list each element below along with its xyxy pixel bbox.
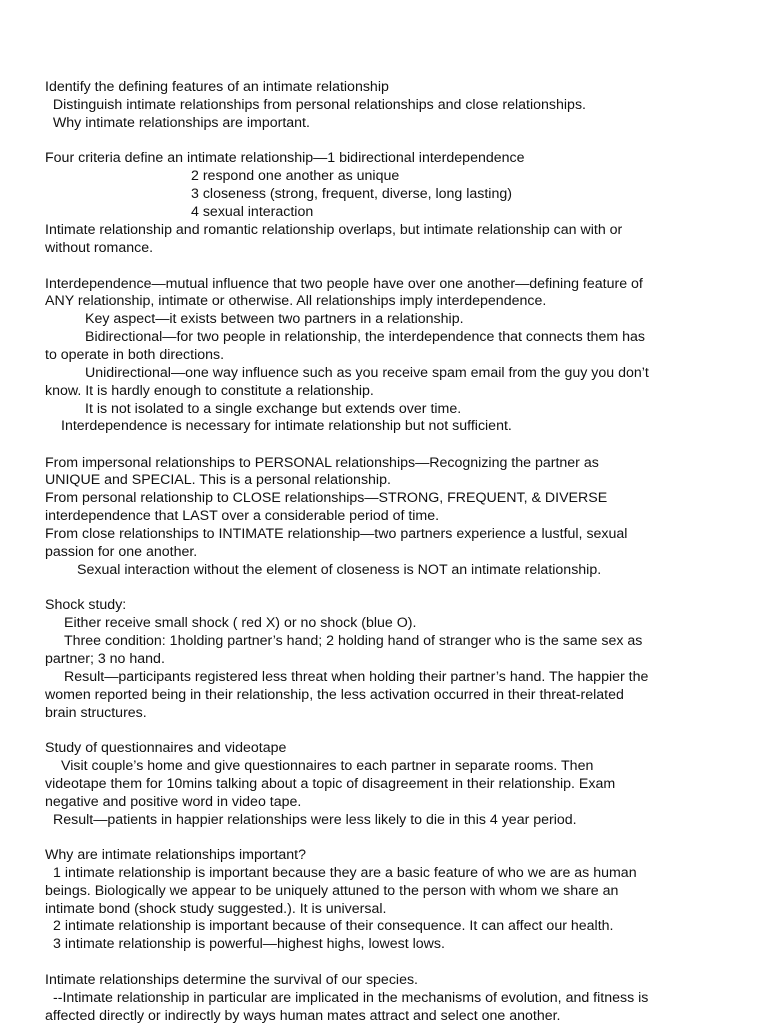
text-line: to operate in both directions. bbox=[45, 347, 225, 363]
text-line: intimate bond (shock study suggested.). It is universal. bbox=[45, 901, 387, 917]
text-line: 2 respond one another as unique bbox=[191, 168, 400, 184]
text-line: Four criteria define an intimate relationship—1 bidirectional interdependence bbox=[45, 150, 525, 166]
text-line: 3 intimate relationship is powerful—highest highs, lowest lows. bbox=[53, 936, 445, 952]
text-line: Distinguish intimate relationships from personal relationships and close relationships. bbox=[45, 97, 586, 113]
text-line: From impersonal relationships to PERSONAL relationships—Recognizing the partner as bbox=[45, 455, 599, 471]
text-line: Interdependence is necessary for intimate relationship but not sufficient. bbox=[61, 418, 512, 434]
text-line: Unidirectional—one way influence such as you receive spam email from the guy you don’t bbox=[85, 365, 649, 381]
text-line: UNIQUE and SPECIAL. This is a personal relationship. bbox=[45, 472, 391, 488]
text-line: brain structures. bbox=[45, 705, 147, 721]
text-line: Result—participants registered less threat when holding their partner’s hand. The happier the bbox=[64, 669, 649, 685]
text-line: 1 intimate relationship is important because they are a basic feature of who we are as human bbox=[53, 865, 637, 881]
text-line: Shock study: bbox=[45, 597, 127, 613]
text-line: Sexual interaction without the element of closeness is NOT an intimate relationship. bbox=[77, 562, 602, 578]
text-line: Three condition: 1holding partner’s hand; 2 holding hand of stranger who is the same sex as bbox=[64, 633, 643, 649]
text-line: Result—patients in happier relationships were less likely to die in this 4 year period. bbox=[53, 812, 577, 828]
text-line: affected directly or indirectly by ways human mates attract and select one another. bbox=[45, 1008, 561, 1024]
text-line: beings. Biologically we appear to be uniquely attuned to the person with whom we share an bbox=[45, 883, 619, 899]
text-line: partner; 3 no hand. bbox=[45, 651, 165, 667]
text-line: videotape them for 10mins talking about a topic of disagreement in their relationship. Exam bbox=[45, 776, 616, 792]
text-line: women reported being in their relationship, the less activation occurred in their threat-related bbox=[45, 687, 624, 703]
text-line: From personal relationship to CLOSE relationships—STRONG, FREQUENT, & DIVERSE bbox=[45, 490, 608, 506]
text-line: Study of questionnaires and videotape bbox=[45, 740, 287, 756]
text-line: It is not isolated to a single exchange but extends over time. bbox=[85, 401, 462, 417]
text-line: interdependence that LAST over a considerable period of time. bbox=[45, 508, 440, 524]
text-line: without romance. bbox=[45, 240, 154, 256]
text-line: Bidirectional—for two people in relationship, the interdependence that connects them has bbox=[85, 329, 645, 345]
text-line: 2 intimate relationship is important because of their consequence. It can affect our health. bbox=[53, 918, 614, 934]
text-line: Identify the defining features of an intimate relationship bbox=[45, 79, 389, 95]
text-line: negative and positive word in video tape. bbox=[45, 794, 302, 810]
text-line: Visit couple’s home and give questionnaires to each partner in separate rooms. Then bbox=[61, 758, 594, 774]
text-line: Intimate relationship and romantic relationship overlaps, but intimate relationship can with or bbox=[45, 222, 623, 238]
text-line: Why intimate relationships are important. bbox=[45, 115, 310, 131]
text-line: Intimate relationships determine the survival of our species. bbox=[45, 972, 418, 988]
text-line: From close relationships to INTIMATE relationship—two partners experience a lustful, sexual bbox=[45, 526, 628, 542]
text-line: know. It is hardly enough to constitute a relationship. bbox=[45, 383, 374, 399]
text-line: ANY relationship, intimate or otherwise. All relationships imply interdependence. bbox=[45, 293, 547, 309]
text-line: Key aspect—it exists between two partners in a relationship. bbox=[85, 311, 464, 327]
text-line: Interdependence—mutual influence that two people have over one another—defining feature of bbox=[45, 276, 643, 292]
text-line: passion for one another. bbox=[45, 544, 198, 560]
text-line: Why are intimate relationships important? bbox=[45, 847, 307, 863]
text-line: --Intimate relationship in particular are implicated in the mechanisms of evolution, and fitness is bbox=[53, 990, 649, 1006]
text-line: 3 closeness (strong, frequent, diverse, long lasting) bbox=[191, 186, 512, 202]
text-line: Either receive small shock ( red X) or no shock (blue O). bbox=[64, 615, 417, 631]
text-line: 4 sexual interaction bbox=[191, 204, 314, 220]
